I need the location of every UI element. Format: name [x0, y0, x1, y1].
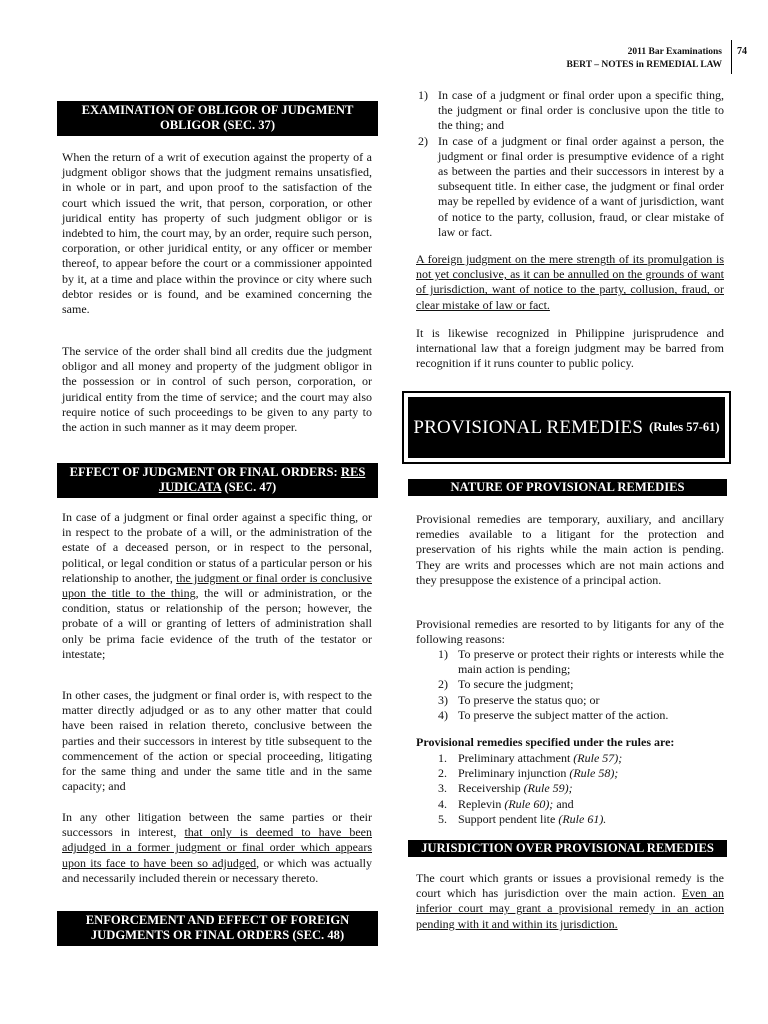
sec48-title-line1: ENFORCEMENT AND EFFECT OF FOREIGN [85, 913, 350, 927]
provisional-remedies-rules: (Rules 57-61) [649, 420, 720, 434]
sec37-title-line1: EXAMINATION OF OBLIGOR OF JUDGMENT [81, 103, 354, 117]
list-item: 5. Support pendent lite (Rule 61). [438, 811, 607, 826]
sec47-p1-a: In case of a judgment or final order against a specific thing, or in respect to the probate of a will, or the administration of the estate of a deceased person, or in respect to the personal, political, or legal condition or status of a particular person or his relationship to another, [62, 510, 372, 585]
sec47-p1-c: , the will or administration, or the condition, status or relationship of the person; however, the probate of a will or granting of letters of administration shall only be prima facie evidence of the truth of the testator or intestate; [62, 586, 372, 661]
section-heading-sec48 [57, 911, 378, 946]
sec47-paragraph-3 [62, 810, 372, 886]
sec47-title-judicata: JUDICATA [158, 480, 222, 494]
header-divider [731, 40, 732, 74]
list-item: 1) To preserve or protect their rights or interests while the main action is pending; [438, 647, 724, 677]
public-policy-paragraph: It is likewise recognized in Philippine jurisprudence and international law that a foreign judgment may be barred from recognition if it runs counter to public policy. [416, 326, 724, 371]
section-heading-sec47 [57, 463, 378, 498]
sec37-paragraph-2: The service of the order shall bind all credits due the judgment obligor and all money and property of the judgment obligor in the possession or in control of such person, corporation, or juridical entity from the time of service; and the court may also require notice of such proceedings to be given to any party to the action in such manner as it may deem proper. [62, 344, 372, 435]
provisional-remedies-banner [402, 391, 731, 464]
list-item: 3) To preserve the status quo; or [438, 692, 600, 707]
list-item: 2) In case of a judgment or final order against a person, the judgment or final order is presumptive evidence of a right as between the parties and their successors in interest by a subsequent title. In either case, the judgment or final order may be repelled by evidence of a want of jurisdiction, want of notice to the party, collusion, fraud, or clear mistake of law or fact. [418, 133, 724, 239]
list-item: 3. Receivership (Rule 59); [438, 781, 573, 796]
sec37-paragraph-1: When the return of a writ of execution against the property of a judgment obligor shows that the judgment remains unsatisfied, in whole or in part, and upon proof to the satisfaction of the court which issued the writ, that person, corporation, or other juridical entity has property of such judgment obligor or is indebted to him, the court may, by an order, require such person, corporation, or other juridical entity, or any officer or member thereof, to appear before the court or a commissioner appointed by it, at a time and place within the province or city where such debtor resides or is found, and be examined concerning the same. [62, 150, 372, 317]
section-heading-nature: NATURE OF PROVISIONAL REMEDIES [408, 479, 727, 496]
sec47-p1-b: the judgment or final order is conclusive upon the title to the thing [62, 570, 372, 601]
sec48-list [414, 88, 724, 240]
sec37-title-line2: OBLIGOR (SEC. 37) [159, 118, 276, 132]
reasons-list [434, 647, 724, 723]
specified-remedies-heading: Provisional remedies specified under the rules are: [416, 735, 675, 749]
list-item: 1. Preliminary attachment (Rule 57); [438, 751, 623, 765]
list-item: 2. Preliminary injunction (Rule 58); [438, 766, 619, 781]
header-line-2: BERT – NOTES in REMEDIAL LAW [566, 60, 722, 70]
section-heading-sec37 [57, 101, 378, 136]
sec47-p3-b: that only is deemed to have been adjudged in a former judgment or final order which appears upon its face to have been so adjudged [62, 825, 372, 870]
list-item: 4. Replevin (Rule 60); and [438, 796, 574, 811]
list-item: 1) In case of a judgment or final order upon a specific thing, the judgment or final order is conclusive upon the title to the thing; and [418, 88, 724, 133]
sec47-paragraph-2: In other cases, the judgment or final order is, with respect to the matter directly adjudged or as to any other matter that could have been raised in relation thereto, conclusive between the parties and their successors in interest by title subsequent to the commencement of the action or special proceeding, litigating for the same thing and under the same title and in the same capacity; and [62, 688, 372, 794]
sec47-title-a: EFFECT OF JUDGMENT OR FINAL ORDERS: [69, 465, 341, 479]
jurisdiction-a: The court which grants or issues a provisional remedy is the court which has jurisdiction over the main action. [416, 871, 724, 901]
nature-paragraph: Provisional remedies are temporary, auxiliary, and ancillary remedies available to a litigant for the protection and preservation of his rights while the main action is pending. They are writs and processes which are not main actions and they presuppose the existence of a principal action. [416, 512, 724, 587]
specified-remedies-list [434, 751, 724, 827]
sec47-title-res: RES [340, 465, 366, 479]
reasons-intro: Provisional remedies are resorted to by litigants for any of the following reasons: [416, 617, 724, 647]
sec48-title-line2: JUDGMENTS OR FINAL ORDERS (SEC. 48) [90, 928, 345, 942]
sec47-p3-a: In any other litigation between the same parties or their successors in interest, [62, 810, 372, 840]
running-header [567, 46, 723, 72]
page-number: 74 [737, 46, 747, 57]
sec47-p3-c: , or which was actually and necessarily included therein or necessary thereto. [62, 855, 373, 885]
sec47-paragraph-1 [62, 510, 372, 662]
provisional-remedies-title: PROVISIONAL REMEDIES [413, 416, 644, 438]
section-heading-jurisdiction: JURISDICTION OVER PROVISIONAL REMEDIES [408, 840, 727, 857]
list-item: 4) To preserve the subject matter of the action. [438, 707, 669, 722]
jurisdiction-paragraph [416, 871, 724, 932]
header-line-1: 2011 Bar Examinations [627, 47, 722, 57]
sec47-title-sec: (SEC. 47) [221, 480, 277, 494]
foreign-judgment-note: A foreign judgment on the mere strength of its promulgation is not yet conclusive, as it can be annulled on the grounds of want of jurisdiction, want of notice to the party, collusion, fraud, or clear mistake of law or fact. [416, 252, 724, 312]
jurisdiction-b: Even an inferior court may grant a provisional remedy in an action pending with it and within its jurisdiction. [416, 886, 725, 931]
list-item: 2) To secure the judgment; [438, 677, 574, 692]
